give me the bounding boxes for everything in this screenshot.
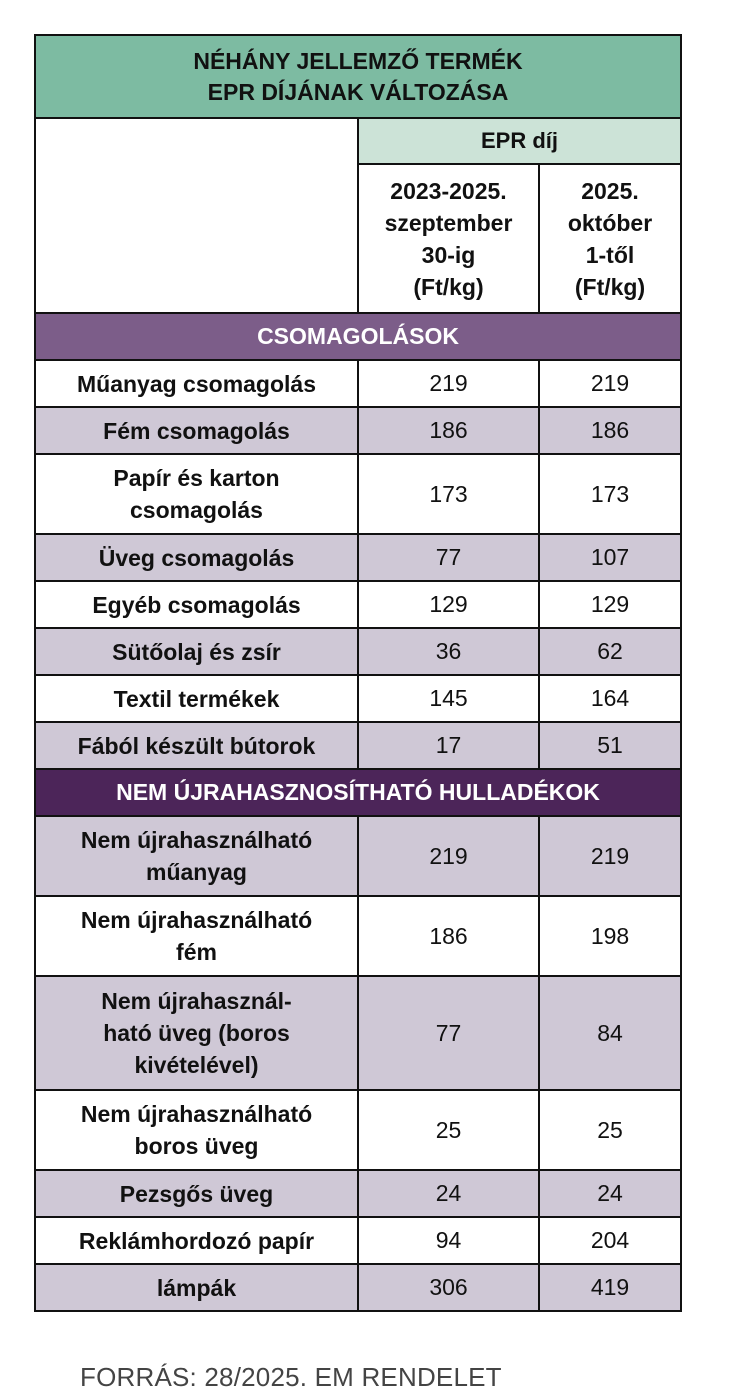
- product-name-line: csomagolás: [130, 497, 263, 523]
- product-name-line: műanyag: [146, 859, 247, 885]
- product-name-cell: [35, 1264, 358, 1311]
- product-name-line: Reklámhordozó papír: [78, 1227, 315, 1254]
- table-row: [35, 1090, 681, 1170]
- product-name-cell: [35, 454, 358, 534]
- table-row: [35, 722, 681, 769]
- product-name-cell: [35, 722, 358, 769]
- product-name-line: Nem újrahasználható: [80, 827, 313, 853]
- fee-value-2023-2025: 36: [358, 628, 539, 675]
- fee-value-2025-oktober: 107: [539, 534, 681, 581]
- product-name-cell: [35, 628, 358, 675]
- fee-value-2025-oktober: 62: [539, 628, 681, 675]
- table-row: [35, 628, 681, 675]
- product-name-line: Textil termékek: [113, 685, 280, 712]
- column-header-line: 2025.: [581, 177, 639, 204]
- product-name-line: fém: [176, 939, 217, 965]
- product-name-line: Pezsgős üveg: [119, 1180, 274, 1207]
- column-header-line: október: [567, 209, 653, 236]
- product-name-cell: [35, 1217, 358, 1264]
- fee-value-2023-2025: 145: [358, 675, 539, 722]
- table-row: [35, 1217, 681, 1264]
- product-name-cell: [35, 816, 358, 896]
- product-name-cell: [35, 581, 358, 628]
- product-name-line: lámpák: [156, 1274, 237, 1301]
- table-row: [35, 534, 681, 581]
- product-name-line: Műanyag csomagolás: [76, 370, 317, 397]
- fee-value-2023-2025: 129: [358, 581, 539, 628]
- fee-value-2023-2025: 173: [358, 454, 539, 534]
- product-name-line: Egyéb csomagolás: [92, 591, 301, 618]
- product-name-cell: [35, 976, 358, 1090]
- table-row: [35, 675, 681, 722]
- blank-header-cell: [35, 118, 358, 313]
- table-title-line-1: NÉHÁNY JELLEMZŐ TERMÉK: [193, 47, 523, 74]
- section-header-csomagolasok: CSOMAGOLÁSOK: [35, 313, 681, 360]
- fee-value-2025-oktober: 164: [539, 675, 681, 722]
- fee-value-2025-oktober: 198: [539, 896, 681, 976]
- fee-value-2025-oktober: 51: [539, 722, 681, 769]
- product-name-cell: [35, 675, 358, 722]
- product-name-cell: [35, 534, 358, 581]
- product-name-line: kivételével): [134, 1052, 259, 1078]
- product-name-line: Üveg csomagolás: [98, 544, 295, 571]
- column-header-line: szeptember: [384, 209, 513, 236]
- fee-value-2025-oktober: 419: [539, 1264, 681, 1311]
- fee-value-2023-2025: 77: [358, 976, 539, 1090]
- product-name-line: Sütőolaj és zsír: [112, 638, 281, 665]
- fee-value-2025-oktober: 173: [539, 454, 681, 534]
- product-name-line: Fából készült bútorok: [77, 732, 316, 759]
- epr-fee-table: [34, 34, 682, 1312]
- column-header-2025-oktober: [539, 164, 681, 313]
- table-row: [35, 454, 681, 534]
- table-row: [35, 407, 681, 454]
- table-row: [35, 581, 681, 628]
- fee-value-2025-oktober: 204: [539, 1217, 681, 1264]
- fee-value-2023-2025: 17: [358, 722, 539, 769]
- fee-value-2025-oktober: 219: [539, 360, 681, 407]
- section-header-nem-ujrahasznosithato: NEM ÚJRAHASZNOSÍTHATÓ HULLADÉKOK: [35, 769, 681, 816]
- fee-value-2025-oktober: 129: [539, 581, 681, 628]
- fee-value-2025-oktober: 219: [539, 816, 681, 896]
- fee-value-2025-oktober: 24: [539, 1170, 681, 1217]
- table-row: [35, 1170, 681, 1217]
- fee-value-2023-2025: 306: [358, 1264, 539, 1311]
- product-name-cell: [35, 1170, 358, 1217]
- product-name-line: Nem újrahasznál-: [101, 988, 292, 1014]
- fee-value-2025-oktober: 84: [539, 976, 681, 1090]
- column-header-line: (Ft/kg): [574, 273, 646, 300]
- product-name-line: Nem újrahasználható: [80, 1101, 313, 1127]
- table-row: [35, 1264, 681, 1311]
- table-row: [35, 816, 681, 896]
- fee-value-2023-2025: 219: [358, 816, 539, 896]
- fee-value-2023-2025: 24: [358, 1170, 539, 1217]
- product-name-cell: [35, 407, 358, 454]
- fee-value-2023-2025: 77: [358, 534, 539, 581]
- fee-value-2023-2025: 94: [358, 1217, 539, 1264]
- table-row: [35, 896, 681, 976]
- table-title-line-2: EPR DÍJÁNAK VÁLTOZÁSA: [207, 78, 509, 105]
- column-header-line: 1-től: [585, 241, 635, 268]
- product-name-cell: [35, 896, 358, 976]
- column-header-line: (Ft/kg): [413, 273, 484, 300]
- epr-fee-group-header: EPR díj: [358, 118, 681, 164]
- fee-value-2023-2025: 186: [358, 896, 539, 976]
- fee-value-2023-2025: 186: [358, 407, 539, 454]
- fee-value-2025-oktober: 186: [539, 407, 681, 454]
- product-name-line: boros üveg: [134, 1133, 259, 1159]
- table-title: [35, 35, 681, 118]
- column-header-line: 30-ig: [421, 241, 476, 268]
- table-row: [35, 360, 681, 407]
- table-row: [35, 976, 681, 1090]
- product-name-line: ható üveg (boros: [103, 1020, 290, 1046]
- product-name-line: Nem újrahasználható: [80, 907, 313, 933]
- column-header-2023-2025: [358, 164, 539, 313]
- source-note: FORRÁS: 28/2025. EM RENDELET: [80, 1362, 502, 1392]
- product-name-line: Papír és karton: [113, 465, 280, 491]
- product-name-line: Fém csomagolás: [103, 417, 290, 444]
- fee-value-2023-2025: 219: [358, 360, 539, 407]
- product-name-cell: [35, 1090, 358, 1170]
- fee-value-2025-oktober: 25: [539, 1090, 681, 1170]
- fee-value-2023-2025: 25: [358, 1090, 539, 1170]
- product-name-cell: [35, 360, 358, 407]
- column-header-line: 2023-2025.: [390, 177, 507, 204]
